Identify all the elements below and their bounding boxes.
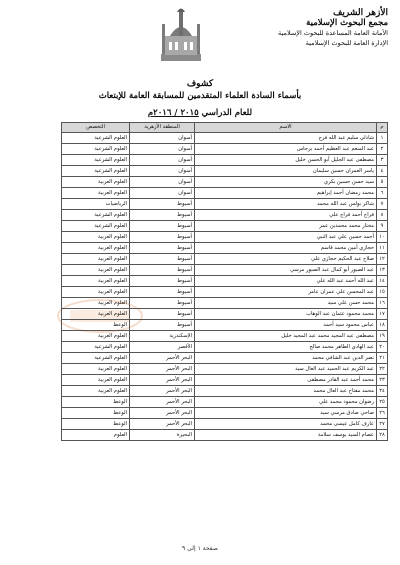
table-row — [10, 166, 388, 177]
region-cell: الأقصر — [130, 342, 195, 353]
table-row — [10, 408, 388, 419]
row-spacer — [10, 298, 62, 309]
row-number: ٢٤ — [377, 386, 388, 397]
region-cell: أسيوط — [130, 265, 195, 276]
specialization-cell: العلوم العربية — [62, 188, 130, 199]
region-cell: البحر الأحمر — [130, 353, 195, 364]
region-cell: البحر الأحمر — [130, 364, 195, 375]
region-cell: أسوان — [130, 144, 195, 155]
institution-line-1: الأزهر الشريف — [333, 8, 388, 18]
table-row — [10, 320, 388, 331]
region-cell: أسوان — [130, 166, 195, 177]
region-cell: أسوان — [130, 188, 195, 199]
candidate-name: عبد المحسن علي عمران عامر — [195, 287, 377, 298]
candidate-name: صلاح عبد الحكيم حجازي علي — [195, 254, 377, 265]
table-row — [10, 232, 388, 243]
row-number: ١١ — [377, 243, 388, 254]
region-cell: البحر الأحمر — [130, 386, 195, 397]
row-number: ١٤ — [377, 276, 388, 287]
table-header-row — [10, 123, 388, 133]
candidate-name: مصطفى عبد الجليل أبو الحسن خليل — [195, 155, 377, 166]
specialization-cell: الوعظ — [62, 397, 130, 408]
region-cell: أسوان — [130, 177, 195, 188]
candidate-name: مصطفى عبد المجيد محمد عبد المجيد خليل — [195, 331, 377, 342]
table-row — [10, 342, 388, 353]
letterhead — [8, 4, 392, 74]
row-spacer — [10, 133, 62, 144]
candidate-name: محمد أحمد عبد القادر مصطفى — [195, 375, 377, 386]
row-number: ٢١ — [377, 353, 388, 364]
row-number: ٢٢ — [377, 364, 388, 375]
row-number: ٢ — [377, 144, 388, 155]
row-number: ٢٨ — [377, 430, 388, 441]
row-spacer — [10, 144, 62, 155]
candidate-name: مختار محمد محمدين عمر — [195, 221, 377, 232]
row-spacer — [10, 276, 62, 287]
page-footer: صفحة ١ إلى ٩ — [182, 545, 218, 552]
row-spacer — [10, 166, 62, 177]
header-specialization: التخصص — [62, 123, 130, 133]
row-spacer — [10, 331, 62, 342]
specialization-cell: العلوم الشرعية — [62, 144, 130, 155]
region-cell: الإسكندرية — [130, 331, 195, 342]
document-title — [0, 78, 400, 120]
header-name: الاسم — [195, 123, 377, 133]
row-spacer — [10, 353, 62, 364]
table-row — [10, 254, 388, 265]
institution-line-4: الإدارة العامة للبحوث الإسلامية — [305, 39, 388, 47]
table-row — [10, 188, 388, 199]
row-spacer — [10, 188, 62, 199]
specialization-cell: العلوم العربية — [62, 386, 130, 397]
region-cell: البحر الأحمر — [130, 408, 195, 419]
candidate-name: عبد المنعم عبد العظيم أحمد برجاس — [195, 144, 377, 155]
specialization-cell: العلوم الشرعية — [62, 133, 130, 144]
specialization-cell: الوعظ — [62, 320, 130, 331]
candidate-name: محمد رمضان أحمد إبراهيم — [195, 188, 377, 199]
region-cell: أسيوط — [130, 199, 195, 210]
region-cell: أسيوط — [130, 320, 195, 331]
table-row — [10, 397, 388, 408]
specialization-cell: العلوم العربية — [62, 364, 130, 375]
specialization-cell: العلوم العربية — [62, 265, 130, 276]
table-row — [10, 210, 388, 221]
specialization-cell: العلوم الشرعية — [62, 210, 130, 221]
specialization-cell: العلوم العربية — [62, 243, 130, 254]
region-cell: أسيوط — [130, 221, 195, 232]
row-number: ٢٣ — [377, 375, 388, 386]
row-number: ١٣ — [377, 265, 388, 276]
candidate-name: رضوان محمود محمد علي — [195, 397, 377, 408]
row-spacer — [10, 155, 62, 166]
specialization-cell: العلوم العربية — [62, 177, 130, 188]
specialization-cell: الوعظ — [62, 419, 130, 430]
table-row — [10, 243, 388, 254]
candidate-name: نصر الدين عبد الشافي محمد — [195, 353, 377, 364]
row-spacer — [10, 364, 62, 375]
row-spacer — [10, 210, 62, 221]
region-cell: أسيوط — [130, 254, 195, 265]
candidate-name: ياسر العمران حسين سليمان — [195, 166, 377, 177]
region-cell: أسيوط — [130, 309, 195, 320]
row-number: ١٠ — [377, 232, 388, 243]
candidate-name: محمد مفتاح عبد العال محمد — [195, 386, 377, 397]
table-row — [10, 276, 388, 287]
row-spacer — [10, 397, 62, 408]
row-number: ١ — [377, 133, 388, 144]
candidate-name: فراج أحمد فراج علي — [195, 210, 377, 221]
table-row — [10, 144, 388, 155]
row-spacer — [10, 430, 62, 441]
row-number: ١٢ — [377, 254, 388, 265]
row-spacer — [10, 309, 62, 320]
azhar-mosque-logo-icon — [158, 6, 204, 64]
row-spacer — [10, 254, 62, 265]
table-row — [10, 177, 388, 188]
specialization-cell: العلوم العربية — [62, 287, 130, 298]
specialization-cell: العلوم الشرعية — [62, 155, 130, 166]
row-spacer — [10, 386, 62, 397]
region-cell: أسيوط — [130, 210, 195, 221]
region-cell: أسيوط — [130, 276, 195, 287]
row-spacer — [10, 232, 62, 243]
region-cell: أسيوط — [130, 298, 195, 309]
title-line-3 — [0, 107, 400, 120]
candidate-name: محمد حسن علي سيد — [195, 298, 377, 309]
specialization-cell: العلوم الشرعية — [62, 221, 130, 232]
region-cell: البحر الأحمر — [130, 419, 195, 430]
candidate-name: أحمد حسين علي عبد النبي — [195, 232, 377, 243]
specialization-cell: الوعظ — [62, 408, 130, 419]
table-row — [10, 331, 388, 342]
candidate-name: عباس محمود سيد أحمد — [195, 320, 377, 331]
specialization-cell: العلوم العربية — [62, 298, 130, 309]
table-row — [10, 364, 388, 375]
specialization-cell: العلوم العربية — [62, 254, 130, 265]
header-spacer — [10, 123, 62, 133]
row-spacer — [10, 375, 62, 386]
specialization-cell: الرياضيات — [62, 199, 130, 210]
row-number: ٥ — [377, 177, 388, 188]
table-row — [10, 133, 388, 144]
row-spacer — [10, 265, 62, 276]
region-cell: أسوان — [130, 133, 195, 144]
region-cell: أسيوط — [130, 243, 195, 254]
row-number: ١٨ — [377, 320, 388, 331]
candidate-name: عصام السيد يوسف سلامة — [195, 430, 377, 441]
region-cell: البحيرة — [130, 430, 195, 441]
institution-line-3: الأمانة العامة المساعدة للبحوث الإسلامية — [278, 29, 388, 37]
row-spacer — [10, 419, 62, 430]
specialization-cell: العلوم العربية — [62, 232, 130, 243]
table-row — [10, 221, 388, 232]
region-cell: أسيوط — [130, 232, 195, 243]
table-row — [10, 199, 388, 210]
academic-year: ٢٠١٥ / ٢٠١٦م — [147, 108, 199, 118]
row-number: ٢٦ — [377, 408, 388, 419]
table-row — [10, 353, 388, 364]
specialization-cell: العلوم الشرعية — [62, 353, 130, 364]
region-cell: البحر الأحمر — [130, 375, 195, 386]
candidate-name: ضاحي صادق مرسي سيد — [195, 408, 377, 419]
candidate-name: عارف كامل عيسى محمد — [195, 419, 377, 430]
row-spacer — [10, 342, 62, 353]
row-number: ٨ — [377, 210, 388, 221]
table-row — [10, 386, 388, 397]
table-row — [10, 155, 388, 166]
table-row — [10, 430, 388, 441]
academic-year-label: للعام الدراسي — [198, 108, 253, 118]
row-number: ١٧ — [377, 309, 388, 320]
row-spacer — [10, 320, 62, 331]
candidate-name: عبد الهادي الطاهر محمد صالح — [195, 342, 377, 353]
table-row — [10, 265, 388, 276]
specialization-cell: العلوم العربية — [62, 375, 130, 386]
title-line-2: بأسماء السادة العلماء المتقدمين للمسابقة العامة للإبتعاث — [98, 91, 302, 101]
institution-lines — [278, 8, 388, 48]
row-spacer — [10, 199, 62, 210]
candidate-name: شاكر بولس عبد الله محمد — [195, 199, 377, 210]
header-region: المنطقة الأزهرية — [130, 123, 195, 133]
table-row — [10, 309, 388, 320]
table-row — [10, 298, 388, 309]
title-line-1: كشوف — [186, 79, 214, 89]
table-body — [10, 133, 388, 441]
table-row — [10, 287, 388, 298]
row-number: ١٦ — [377, 298, 388, 309]
region-cell: أسيوط — [130, 287, 195, 298]
row-number: ٩ — [377, 221, 388, 232]
row-number: ٢٠ — [377, 342, 388, 353]
row-spacer — [10, 177, 62, 188]
specialization-cell: العلوم العربية — [62, 309, 130, 320]
specialization-cell: العلوم — [62, 430, 130, 441]
specialization-cell: العلوم العربية — [62, 276, 130, 287]
row-number: ٢٥ — [377, 397, 388, 408]
row-number: ٣ — [377, 155, 388, 166]
region-cell: البحر الأحمر — [130, 397, 195, 408]
row-spacer — [10, 408, 62, 419]
candidate-name: عبد الله أحمد عبد الله علي — [195, 276, 377, 287]
specialization-cell: العلوم الشرعية — [62, 166, 130, 177]
table-row — [10, 375, 388, 386]
row-spacer — [10, 221, 62, 232]
specialization-cell: العلوم العربية — [62, 331, 130, 342]
table-row — [10, 419, 388, 430]
row-number: ٢٧ — [377, 419, 388, 430]
row-spacer — [10, 287, 62, 298]
header-number: م — [377, 123, 388, 133]
candidate-name: حجازي أمين محمد قاسم — [195, 243, 377, 254]
candidate-name: محمد محمود عثمان عبد الوهاب — [195, 309, 377, 320]
specialization-cell: العلوم الشرعية — [62, 342, 130, 353]
row-number: ٧ — [377, 199, 388, 210]
row-number: ٤ — [377, 166, 388, 177]
institution-line-2: مجمع البحوث الإسلامية — [306, 18, 388, 28]
row-number: ١٩ — [377, 331, 388, 342]
candidates-table — [9, 122, 388, 441]
row-number: ١٥ — [377, 287, 388, 298]
row-number: ٦ — [377, 188, 388, 199]
candidate-name: عبد الكريم عبد الحميد عبد العال سيد — [195, 364, 377, 375]
candidate-name: شاذلي سليم عبد الله فرج — [195, 133, 377, 144]
candidate-name: سيد حسن حسين بكري — [195, 177, 377, 188]
region-cell: أسوان — [130, 155, 195, 166]
candidate-name: عبد الصبور أبو كمال عبد الصبور مرسي — [195, 265, 377, 276]
row-spacer — [10, 243, 62, 254]
